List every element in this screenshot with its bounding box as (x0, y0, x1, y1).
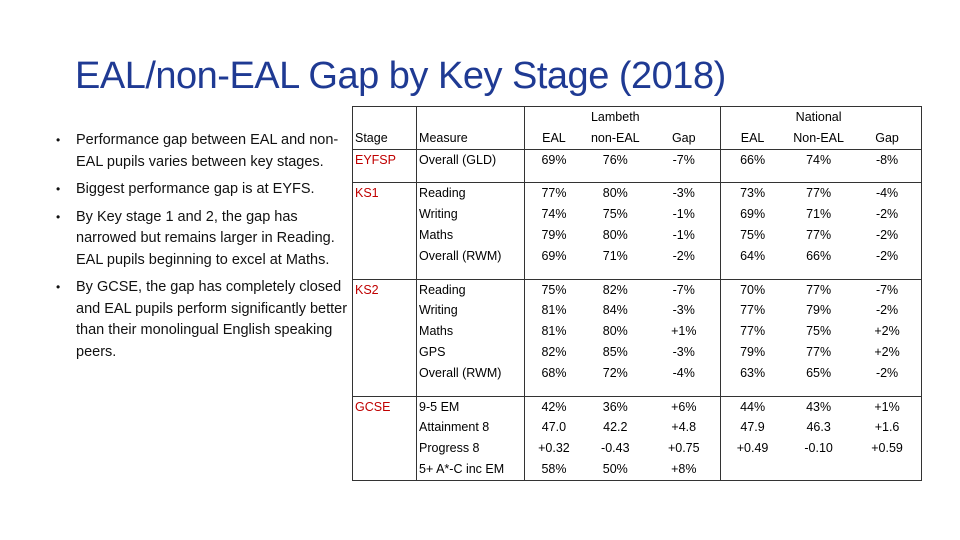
cell-value: 63% (740, 365, 766, 380)
lambeth-non-eal-cell (583, 279, 647, 383)
cell-value: +0.75 (667, 441, 700, 456)
lambeth-gap-cell (647, 149, 720, 170)
national-non-eal-cell (784, 183, 853, 267)
cell-value: 79% (806, 303, 832, 318)
lambeth-non-eal-cell (583, 396, 647, 480)
national-gap-cell (853, 396, 921, 480)
cell-value: 9-5 EM (419, 399, 460, 414)
cell-value: 36% (602, 399, 628, 414)
lambeth-gap-cell (647, 183, 720, 267)
cell-value: Reading (419, 186, 466, 201)
cell-value: 82% (541, 344, 567, 359)
lambeth-eal-cell (524, 279, 583, 383)
cell-value: 71% (602, 248, 628, 263)
bullet-text: By Key stage 1 and 2, the gap has narrowed but remains larger in Reading. EAL pupils beginning to excel at Maths. (76, 208, 335, 268)
lambeth-gap-cell (647, 396, 720, 480)
bullet-list (52, 130, 350, 369)
measure-cell (417, 149, 525, 170)
national-eal-cell (721, 279, 785, 383)
header-measure: Measure (417, 107, 525, 150)
cell-value: 79% (541, 227, 567, 242)
lambeth-non-eal-cell (583, 149, 647, 170)
cell-value: +0.49 (736, 441, 769, 456)
cell-value: 77% (740, 324, 766, 339)
cell-value: -4% (875, 186, 899, 201)
cell-value: +0.59 (871, 441, 903, 456)
table-row (353, 396, 922, 480)
cell-value: 70% (740, 282, 766, 297)
cell-value: 58% (541, 461, 567, 476)
cell-value: -7% (875, 282, 899, 297)
header-lambeth-non-eal: Lambeth non-EAL (590, 110, 640, 145)
section-spacer (353, 170, 922, 183)
cell-value: -3% (672, 186, 695, 201)
bullet-icon: • (56, 182, 61, 196)
cell-value: -2% (875, 365, 899, 380)
bullet-text: Performance gap between EAL and non-EAL pupils varies between key stages. (76, 132, 339, 170)
cell-value: +2% (874, 344, 900, 359)
cell-value: 77% (806, 227, 832, 242)
table-row (353, 279, 922, 383)
cell-value: -1% (672, 207, 695, 222)
cell-value: 66% (740, 152, 766, 167)
measure-cell (417, 183, 525, 267)
bullet-text: By GCSE, the gap has completely closed and EAL pupils perform significantly better than their monolingual English speaking peers. (76, 279, 348, 360)
cell-value: 74% (541, 207, 567, 222)
cell-value: 43% (806, 399, 832, 414)
cell-value: -3% (672, 303, 695, 318)
bullet-item (52, 179, 350, 201)
cell-value: -2% (875, 248, 899, 263)
cell-value: 42.2 (603, 420, 628, 435)
header-national-gap: Gap (875, 130, 899, 145)
cell-value: 77% (806, 282, 832, 297)
cell-value: +1% (671, 324, 697, 339)
cell-value: 73% (740, 186, 766, 201)
cell-value: 79% (740, 344, 766, 359)
cell-value: +2% (874, 324, 900, 339)
bullet-icon: • (56, 280, 61, 294)
national-gap-cell (853, 149, 921, 170)
cell-value: 71% (806, 207, 832, 222)
bullet-item (52, 277, 350, 363)
cell-value: 42% (541, 399, 567, 414)
national-non-eal-cell (784, 149, 853, 170)
table-row (353, 149, 922, 170)
cell-value: Maths (419, 324, 454, 339)
stage-cell: KS1 (353, 183, 417, 267)
cell-value: 84% (602, 303, 628, 318)
bullet-item (52, 207, 350, 272)
cell-value: -8% (875, 152, 899, 167)
cell-value: +0.32 (538, 441, 570, 456)
bullet-icon: • (56, 209, 61, 224)
cell-value: 77% (740, 303, 766, 318)
cell-value: 77% (806, 344, 832, 359)
cell-value: 85% (602, 344, 628, 359)
cell-value: 65% (806, 365, 832, 380)
cell-value: -4% (672, 365, 695, 380)
table-body (353, 107, 922, 481)
measure-cell (417, 396, 525, 480)
stage-cell: EYFSP (353, 149, 417, 170)
cell-value: +1.6 (874, 420, 900, 435)
cell-value: Progress 8 (419, 441, 480, 456)
section-spacer (353, 267, 922, 280)
cell-value: Maths (419, 227, 454, 242)
national-gap-cell (853, 183, 921, 267)
cell-value: +8% (671, 461, 697, 476)
cell-value: 69% (541, 248, 567, 263)
national-gap-cell (853, 279, 921, 383)
cell-value: 80% (602, 186, 628, 201)
cell-value: -2% (672, 248, 695, 263)
cell-value: 47.0 (541, 420, 567, 435)
cell-value: -7% (672, 152, 695, 167)
header-lambeth-gap: Gap (647, 107, 720, 150)
group-header-lambeth: Lambeth (590, 110, 640, 124)
cell-value: 77% (806, 186, 832, 201)
cell-value: -1% (672, 227, 695, 242)
cell-value: 68% (541, 365, 567, 380)
section-spacer (353, 384, 922, 397)
cell-value: -7% (672, 282, 695, 297)
cell-value: 76% (602, 152, 628, 167)
cell-value: 46.3 (806, 420, 831, 435)
national-eal-cell (721, 183, 785, 267)
cell-value: Writing (419, 303, 458, 318)
lambeth-gap-cell (647, 279, 720, 383)
cell-value: 80% (602, 227, 628, 242)
cell-value: 75% (806, 324, 832, 339)
cell-value: Reading (419, 282, 466, 297)
cell-value: -0.43 (601, 441, 630, 456)
bullet-icon: • (56, 133, 61, 147)
lambeth-non-eal-cell (583, 183, 647, 267)
cell-value: 75% (740, 227, 766, 242)
cell-value: 44% (740, 399, 766, 414)
cell-value: Writing (419, 207, 458, 222)
cell-value: 50% (602, 461, 628, 476)
cell-value: -2% (875, 227, 899, 242)
cell-value: Overall (RWM) (419, 248, 502, 263)
cell-value: -3% (672, 344, 695, 359)
lambeth-eal-cell (524, 396, 583, 480)
cell-value: 47.9 (740, 420, 765, 435)
cell-value: -2% (875, 207, 899, 222)
cell-value: -0.10 (804, 441, 833, 456)
cell-value: 5+ A*-C inc EM (419, 461, 505, 476)
cell-value: 80% (602, 324, 628, 339)
cell-value: 82% (602, 282, 628, 297)
cell-value: 69% (740, 207, 766, 222)
cell-value: 74% (806, 152, 832, 167)
cell-value: -2% (875, 303, 899, 318)
header-row (353, 107, 922, 150)
lambeth-eal-cell (524, 149, 583, 170)
cell-value: 72% (602, 365, 628, 380)
national-eal-cell (721, 149, 785, 170)
national-eal-cell (721, 396, 785, 480)
stage-cell: KS2 (353, 279, 417, 383)
group-header-national: National (795, 110, 842, 124)
header-stage: Stage (355, 130, 388, 145)
cell-value: 75% (602, 207, 628, 222)
cell-value: 75% (541, 282, 567, 297)
cell-value: Attainment 8 (419, 420, 490, 435)
header-national-non-eal: National Non-EAL (793, 110, 844, 145)
cell-value: GPS (419, 344, 446, 359)
measure-cell (417, 279, 525, 383)
table-row (353, 183, 922, 267)
cell-value: +1% (874, 399, 900, 414)
national-non-eal-cell (784, 279, 853, 383)
stage-cell: GCSE (353, 396, 417, 480)
cell-value: +4.8 (671, 420, 697, 435)
page-title: EAL/non-EAL Gap by Key Stage (2018) (75, 55, 726, 97)
cell-value: Overall (RWM) (419, 365, 502, 380)
bullet-text: Biggest performance gap is at EYFS. (76, 181, 315, 197)
cell-value: 69% (541, 152, 567, 167)
cell-value: 64% (740, 248, 766, 263)
cell-value: Overall (GLD) (419, 152, 497, 167)
header-lambeth-eal: EAL (524, 107, 583, 150)
cell-value: 81% (541, 303, 567, 318)
bullet-item (52, 130, 350, 173)
cell-value: 66% (806, 248, 832, 263)
lambeth-eal-cell (524, 183, 583, 267)
cell-value: +6% (671, 399, 697, 414)
cell-value: 81% (541, 324, 567, 339)
gap-table (352, 106, 922, 481)
cell-value: 77% (541, 186, 567, 201)
header-national-eal: EAL (740, 130, 765, 145)
national-non-eal-cell (784, 396, 853, 480)
